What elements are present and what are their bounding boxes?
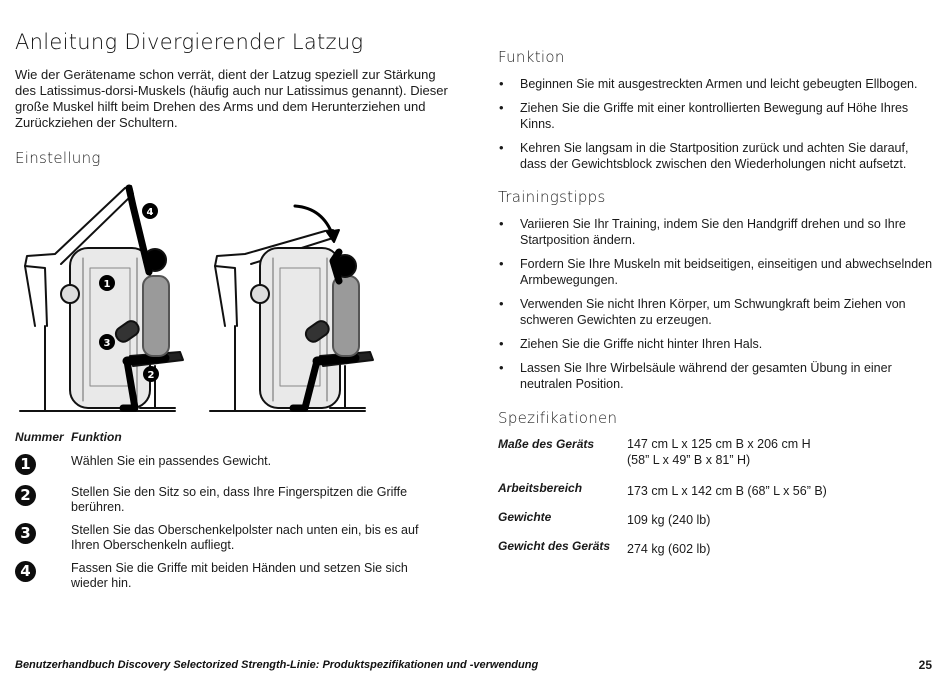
machine-start-position: [20, 186, 183, 411]
spec-label: Maße des Geräts: [498, 437, 595, 451]
spec-value: 274 kg (602 lb): [627, 542, 711, 556]
trainingstipps-heading: Trainingstipps: [498, 188, 606, 206]
bullet-icon: •: [499, 140, 504, 155]
list-item: • Beginnen Sie mit ausgestreckten Armen und leicht gebeugten Ellbogen.: [499, 76, 918, 91]
setup-row: [15, 561, 435, 591]
trainingstipps-list: [498, 216, 936, 400]
spec-label: Arbeitsbereich: [498, 481, 583, 495]
list-item: • Kehren Sie langsam in die Startposition zurück und achten Sie darauf, dass der Gewichtsblock zwischen den Wiederholungen nicht aufsetzt.: [499, 140, 909, 171]
spec-value: 147 cm L x 125 cm B x 206 cm H: [627, 437, 811, 451]
intro-paragraph: Wie der Gerätename schon verrät, dient der Latzug speziell zur Stärkung des Latissimus-dorsi-Muskels (häufig auch nur Latissimus genannt). Dieser große Muskel hilft beim Drehen des Arms und dem Herunterziehen und Zurückziehen der Schultern.: [15, 67, 448, 130]
list-item: • Variieren Sie Ihr Training, indem Sie den Handgriff drehen und so Ihre Startposition ändern.: [499, 216, 906, 247]
list-item: • Verwenden Sie nicht Ihren Körper, um Schwungkraft beim Ziehen von schweren Gewichten zu erzeugen.: [499, 296, 906, 327]
bullet-icon: •: [499, 336, 504, 351]
step-number-badge: 4: [15, 561, 36, 582]
callout-4: 4: [146, 207, 154, 218]
spec-value: 173 cm L x 142 cm B (68” L x 56” B): [627, 484, 827, 498]
bullet-icon: •: [499, 76, 504, 91]
spec-table: [498, 436, 918, 557]
spec-row: [498, 436, 918, 468]
machine-illustration: [15, 176, 455, 421]
setup-table: [15, 430, 435, 591]
spec-value: 109 kg (240 lb): [627, 513, 711, 527]
step-number-badge: 1: [15, 454, 36, 475]
spec-value-imperial: (58” L x 49” B x 81” H): [627, 453, 751, 467]
callout-1: 1: [103, 279, 111, 290]
list-item: • Fordern Sie Ihre Muskeln mit beidseitigen, einseitigen und abwechselnden Armbewegungen.: [499, 256, 933, 287]
machine-pull-position: [210, 206, 373, 411]
bullet-icon: •: [499, 216, 504, 231]
list-item: • Ziehen Sie die Griffe mit einer kontrollierten Bewegung auf Höhe Ihres Kinns.: [499, 100, 909, 131]
page-title: Anleitung Divergierender Latzug: [15, 30, 364, 54]
callout-2: 2: [147, 370, 155, 381]
setup-table-header: [15, 430, 435, 448]
spec-row: [498, 509, 918, 528]
setup-row: [15, 485, 435, 515]
funktion-list: [498, 76, 936, 180]
column-header-funktion: Funktion: [71, 430, 122, 444]
spezifikationen-heading: Spezifikationen: [498, 409, 618, 427]
einstellung-heading: Einstellung: [15, 149, 101, 167]
step-number-badge: 2: [15, 485, 36, 506]
list-item: • Ziehen Sie die Griffe nicht hinter Ihren Hals.: [499, 336, 763, 351]
bullet-icon: •: [499, 256, 504, 271]
spec-label: Gewicht des Geräts: [498, 539, 611, 553]
setup-step-text: Stellen Sie das Oberschenkelpolster nach unten ein, bis es auf Ihren Oberschenkeln aufliegt.: [71, 523, 419, 552]
column-header-nummer: Nummer: [15, 430, 64, 444]
funktion-heading: Funktion: [498, 48, 565, 66]
spec-label: Gewichte: [498, 510, 552, 524]
setup-step-text: Stellen Sie den Sitz so ein, dass Ihre Fingerspitzen die Griffe berühren.: [71, 485, 408, 514]
spec-row: [498, 480, 918, 499]
step-number-badge: 3: [15, 523, 36, 544]
bullet-icon: •: [499, 360, 504, 375]
bullet-icon: •: [499, 100, 504, 115]
spec-row: [498, 538, 918, 557]
setup-step-text: Fassen Sie die Griffe mit beiden Händen und setzen Sie sich wieder hin.: [71, 561, 408, 590]
setup-step-text: Wählen Sie ein passendes Gewicht.: [71, 454, 272, 468]
bullet-icon: •: [499, 296, 504, 311]
page-number: 25: [918, 658, 932, 672]
list-item: • Lassen Sie Ihre Wirbelsäule während der gesamten Übung in einer neutralen Position.: [499, 360, 892, 391]
callout-3: 3: [103, 338, 111, 349]
setup-row: [15, 454, 435, 475]
footer-text: Benutzerhandbuch Discovery Selectorized Strength-Linie: Produktspezifikationen und -verwendung: [15, 659, 539, 671]
setup-row: [15, 523, 435, 553]
